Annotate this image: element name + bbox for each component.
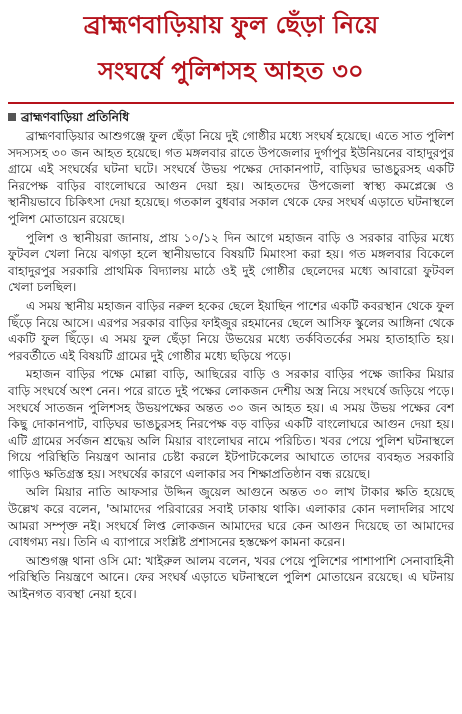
article-body	[8, 128, 454, 603]
paragraph: এ সময় স্থানীয় মহাজন বাড়ির নরুল হকের ছেলে ইয়াছিন পাশের একটি কবরস্থান থেকে ফুল ছিঁড়ে নিয়ে আসে। এরপর সরকার বাড়ির ফাইজুর রহমানের ছেলে আসিফ স্কুলের আঙ্গিনা থেকে একটি ফুল ছিঁড়ে। এ সময় ফুল ছেঁড়া নিয়ে উভয়ের মধ্যে তর্কবিতর্কের সময় হাতাহাতি হয়। পরবর্তীতে এই বিষয়টি গ্রামের দুই গোষ্ঠীর মধ্যে ছড়িয়ে পড়ে।	[8, 298, 454, 363]
headline-divider	[8, 102, 454, 104]
headline-line-2: সংঘর্ষে পুলিশসহ আহত ৩০	[98, 57, 364, 85]
paragraph: ব্রাহ্মণবাড়িয়ার আশুগঞ্জে ফুল ছেঁড়া নিয়ে দুই গোষ্ঠীর মধ্যে সংঘর্ষ হয়েছে। এতে সাত পুলিশ সদস্যসহ ৩০ জন আহত হয়েছে। গত মঙ্গলবার রাতে উপজেলার দুর্গাপুর ইউনিয়নের বাহাদুরপুর গ্রামে এই সংঘর্ষের ঘটনা ঘটে। সংঘর্ষে উভয় পক্ষের দোকানপাট, বাড়িঘর ভাঙচুরসহ একটি নিরপেক্ষ বাড়ির বাংলোঘরে আগুন দেয়া হয়। আহতদের উপজেলা স্বাস্থ্য কমপ্লেক্সে ও স্থানীয়ভাবে চিকিৎসা দেয়া হয়েছে। গতকাল বুধবার সকাল থেকে ফের সংঘর্ষ এড়াতে ঘটনাস্থলে পুলিশ মোতায়েন রয়েছে।	[8, 129, 454, 226]
headline-line-1: ব্রাহ্মণবাড়িয়ায় ফুল ছেঁড়া নিয়ে	[83, 11, 379, 39]
paragraph: মহাজন বাড়ির পক্ষে মোল্লা বাড়ি, আছিরের বাড়ি ও সরকার বাড়ির পক্ষে জাকির মিয়ার বাড়ি সংঘর্ষে অংশ নেন। পরে রাতে দুই পক্ষের লোকজন দেশীয় অস্ত্র নিয়ে সংঘর্ষে জড়িয়ে পড়ে। সংঘর্ষে সাতজন পুলিশসহ উভয়পক্ষের অন্তত ৩০ জন আহত হয়। এ সময় উভয় পক্ষের বেশ কিছু দোকানপাট, বাড়িঘর ভাঙচুরসহ নিরপেক্ষ বড় বাড়ির একটি বাংলোঘরে আগুন দেয়া হয়। এটি গ্রামের সর্বজন শ্রদ্ধেয় অলি মিয়ার বাংলোঘর নামে পরিচিত। খবর পেয়ে পুলিশ ঘটনাস্থলে গিয়ে পরিস্থিতি নিয়ন্ত্রণ আনার চেষ্টা করলে ইটপাটকেলের আঘাতে তাদের ব্যবহৃত সরকারি গাড়িও ক্ষতিগ্রস্ত হয়। সংঘর্ষের কারণে এলাকার সব শিক্ষাপ্রতিষ্ঠান বন্ধ রয়েছে।	[8, 367, 454, 481]
byline	[8, 108, 454, 126]
headline	[8, 2, 454, 94]
paragraph: আশুগঞ্জ থানা ওসি মো: খাইরুল আলম বলেন, খবর পেয়ে পুলিশের পাশাপাশি সেনাবাহিনী পরিস্থিতি নিয়ন্ত্রণে আনে। ফের সংঘর্ষ এড়াতে ঘটনাস্থলে পুলিশ মোতায়েন রয়েছে। এ ঘটনায় আইনগত ব্যবস্থা নেয়া হবে।	[8, 553, 454, 602]
paragraph: অলি মিয়ার নাতি আফসার উদ্দিন জুয়েল আগুনে অন্তত ৩০ লাখ টাকার ক্ষতি হয়েছে উল্লেখ করে বলেন, 'আমাদের পরিবারের সবাই ঢাকায় থাকি। এলাকার কোন দলাদলির সাথে আমরা সম্পৃক্ত নই। সংঘর্ষে লিপ্ত লোকজন আমাদের ঘরে কেন আগুন দিয়েছে তা আমাদের বোধগম্য নয়। তিনি এ ব্যাপারে সংশ্লিষ্ট প্রশাসনের হস্তক্ষেপ কামনা করেন।	[8, 485, 454, 550]
paragraph: পুলিশ ও স্থানীয়রা জানায়, প্রায় ১০/১২ দিন আগে মহাজন বাড়ি ও সরকার বাড়ির মধ্যে ফুটবল খেলা নিয়ে ঝগড়া হলে স্থানীয়ভাবে বিষয়টি মিমাংসা করা হয়। গত মঙ্গলবার বিকেলে বাহাদুরপুর সরকারি প্রাথমিক বিদ্যালয় মাঠে ওই দুই গোষ্ঠীর ছেলেদের মধ্যে আবারো ফুটবল খেলা চলছিল।	[8, 230, 454, 295]
square-bullet-icon	[8, 113, 16, 121]
byline-text: ব্রাহ্মণবাড়িয়া প্রতিনিধি	[21, 110, 130, 124]
